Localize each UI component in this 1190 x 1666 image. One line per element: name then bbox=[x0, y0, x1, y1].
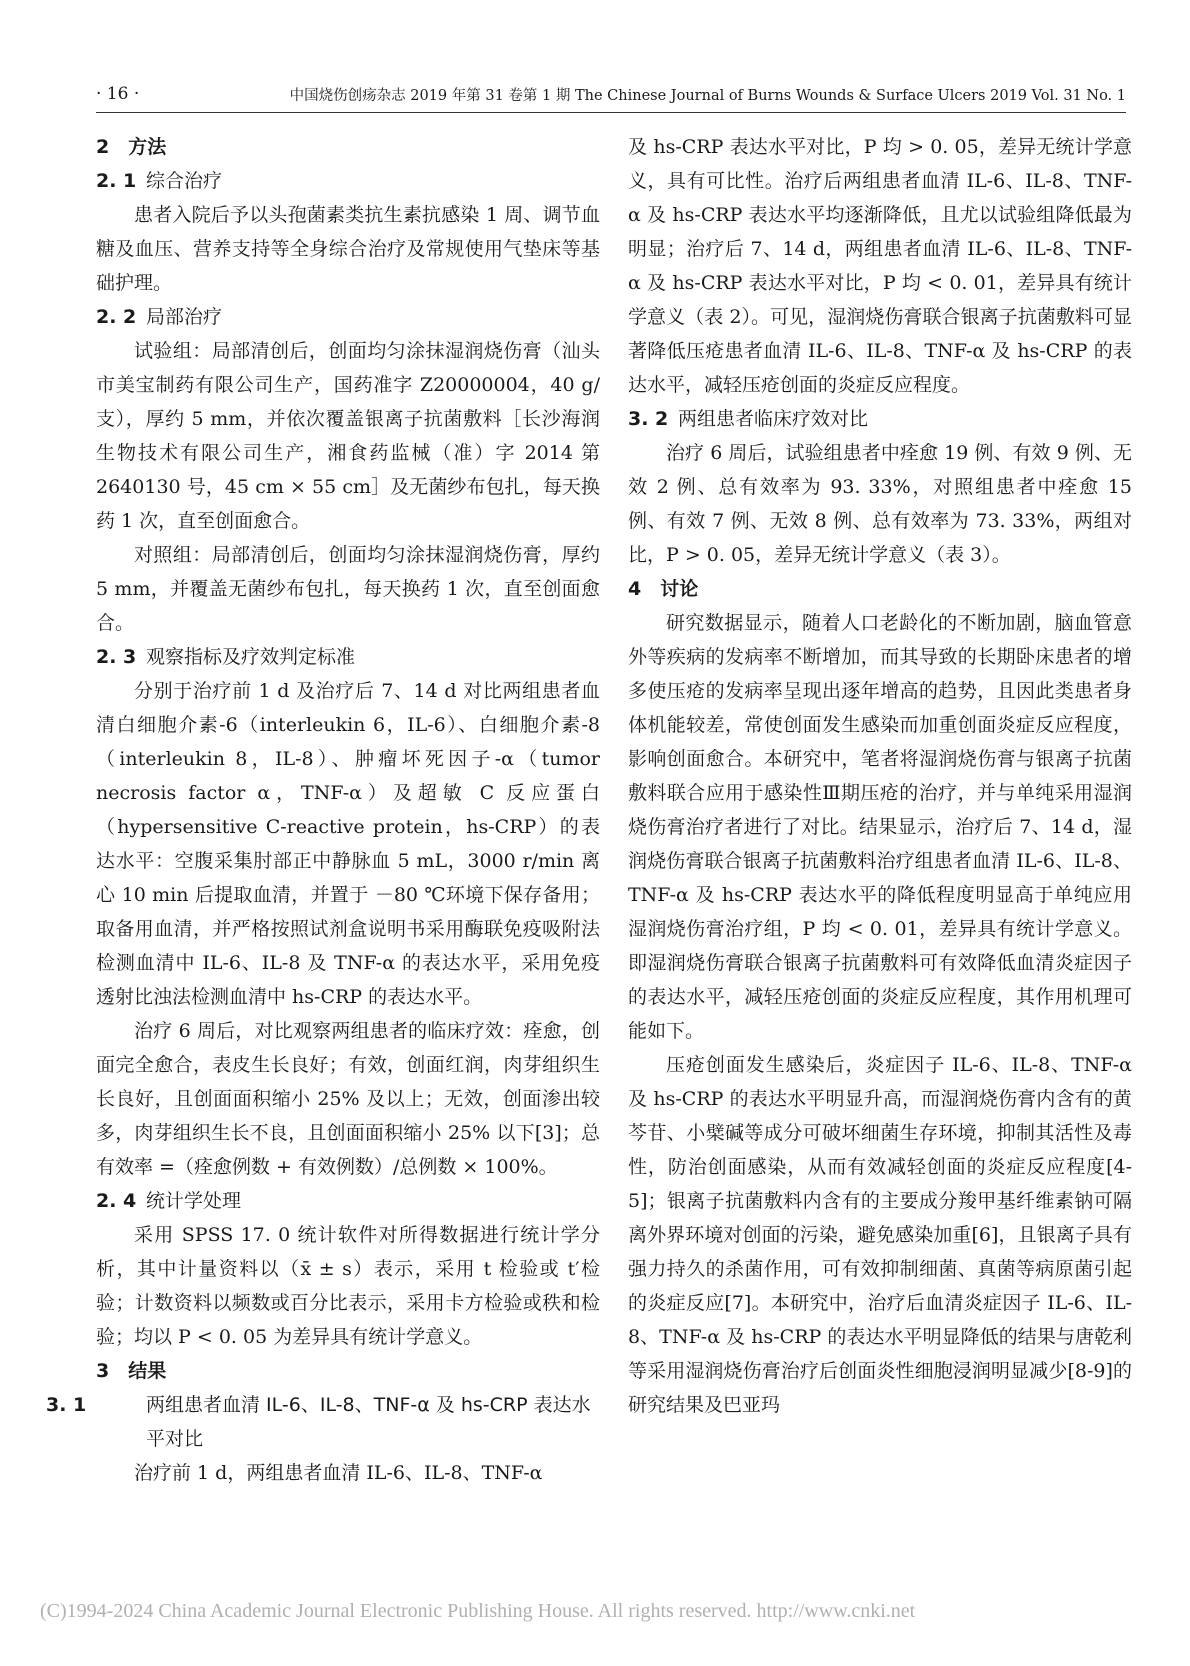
right-column bbox=[628, 130, 1132, 1422]
journal-title: 中国烧伤创疡杂志 2019 年第 31 卷第 1 期 The Chinese Journal of Burns Wounds & Surface Ulcers 2019 Vol. 31 No. 1 bbox=[289, 88, 1126, 104]
running-header bbox=[96, 80, 1126, 106]
paragraph: 试验组：局部清创后，创面均匀涂抹湿润烧伤膏（汕头市美宝制药有限公司生产，国药准字 Z20000004，40 g/支），厚约 5 mm，并依次覆盖银离子抗菌敷料［长沙海润生物技术有限公司生产，湘食药监械（准）字 2014 第 2640130 号，45 cm × 55 cm］及无菌纱布包扎，每天换药 1 次，直至创面愈合。 bbox=[96, 340, 600, 532]
section-heading-methods: 2 方法 bbox=[96, 136, 167, 158]
paragraph: 压疮创面发生感染后，炎症因子 IL-6、IL-8、TNF-α 及 hs-CRP 的表达水平明显升高，而湿润烧伤膏内含有的黄芩苷、小檗碱等成分可破坏细菌生存环境，抑制其活性及毒性，防治创面感染，从而有效减轻创面的炎症反应程度[4-5]；银离子抗菌敷料内含有的主要成分羧甲基纤维素钠可隔离外界环境对创面的污染，避免感染加重[6]，且银离子具有强力持久的杀菌作用，可有效抑制细菌、真菌等病原菌引起的炎症反应[7]。本研究中，治疗后血清炎症因子 IL-6、IL-8、TNF-α 及 hs-CRP 的表达水平明显降低的结果与唐乾利等采用湿润烧伤膏治疗后创面炎性细胞浸润明显减少[8-9]的研究结果及巴亚玛 bbox=[628, 1054, 1132, 1416]
paragraph: 研究数据显示，随着人口老龄化的不断加剧，脑血管意外等疾病的发病率不断增加，而其导致的长期卧床患者的增多使压疮的发病率呈现出逐年增高的趋势，且因此类患者身体机能较差，常使创面发生感染而加重创面炎症反应程度，影响创面愈合。本研究中，笔者将湿润烧伤膏与银离子抗菌敷料联合应用于感染性Ⅲ期压疮的治疗，并与单纯采用湿润烧伤膏治疗者进行了对比。结果显示，治疗后 7、14 d，湿润烧伤膏联合银离子抗菌敷料治疗组患者血清 IL-6、IL-8、TNF-α 及 hs-CRP 表达水平的降低程度明显高于单纯应用湿润烧伤膏治疗组，P 均 < 0. 01，差异具有统计学意义。即湿润烧伤膏联合银离子抗菌敷料可有效降低血清炎症因子的表达水平，减轻压疮创面的炎症反应程度，其作用机理可能如下。 bbox=[628, 612, 1132, 1042]
subsection-heading-2-4: 2. 4 统计学处理 bbox=[96, 1190, 242, 1212]
paragraph: 治疗 6 周后，对比观察两组患者的临床疗效：痊愈，创面完全愈合，表皮生长良好；有效，创面红润，肉芽组织生长良好，且创面面积缩小 25% 及以上；无效，创面渗出较多，肉芽组织生长不良，且创面面积缩小 25% 以下[3]；总有效率 =（痊愈例数 + 有效例数）/总例数 × 100%。 bbox=[96, 1020, 600, 1178]
subsection-heading-2-2: 2. 2 局部治疗 bbox=[96, 306, 223, 328]
copyright-footer: (C)1994-2024 China Academic Journal Electronic Publishing House. All rights reserved. http://www.cnki.net bbox=[40, 1600, 916, 1622]
paragraph: 及 hs-CRP 表达水平对比，P 均 > 0. 05，差异无统计学意义，具有可比性。治疗后两组患者血清 IL-6、IL-8、TNF-α 及 hs-CRP 表达水平均逐渐降低，且尤以试验组降低最为明显；治疗后 7、14 d，两组患者血清 IL-6、IL-8、TNF-α 及 hs-CRP 表达水平对比，P 均 < 0. 01，差异具有统计学意义（表 2）。可见，湿润烧伤膏联合银离子抗菌敷料可显著降低压疮患者血清 IL-6、IL-8、TNF-α 及 hs-CRP 的表达水平，减轻压疮创面的炎症反应程度。 bbox=[628, 136, 1132, 396]
page-number: · 16 · bbox=[96, 84, 140, 104]
subsection-heading-3-2: 3. 2 两组患者临床疗效对比 bbox=[628, 408, 869, 430]
header-rule bbox=[96, 112, 1126, 113]
subsection-heading-3-1: 3. 1 两组患者血清 IL-6、IL-8、TNF-α 及 hs-CRP 表达水平对比 bbox=[46, 1394, 591, 1450]
section-heading-results: 3 结果 bbox=[96, 1360, 167, 1382]
paragraph: 治疗前 1 d，两组患者血清 IL-6、IL-8、TNF-α bbox=[134, 1462, 543, 1484]
paragraph: 对照组：局部清创后，创面均匀涂抹湿润烧伤膏，厚约 5 mm，并覆盖无菌纱布包扎，每天换药 1 次，直至创面愈合。 bbox=[96, 544, 600, 634]
left-column bbox=[46, 130, 600, 1490]
section-heading-discussion: 4 讨论 bbox=[628, 578, 699, 600]
subsection-heading-2-3: 2. 3 观察指标及疗效判定标准 bbox=[96, 646, 356, 668]
paragraph: 分别于治疗前 1 d 及治疗后 7、14 d 对比两组患者血清白细胞介素-6（interleukin 6，IL-6）、白细胞介素-8（interleukin 8，IL-8）、肿瘤坏死因子-α（tumor necrosis factor α，TNF-α）及超敏 C 反应蛋白（hypersensitive C-reactive protein，hs-CRP）的表达水平：空腹采集肘部正中静脉血 5 mL，3000 r/min 离心 10 min 后提取血清，并置于 －80 ℃环境下保存备用；取备用血清，并严格按照试剂盒说明书采用酶联免疫吸附法检测血清中 IL-6、IL-8 及 TNF-α 的表达水平，采用免疫透射比浊法检测血清中 hs-CRP 的表达水平。 bbox=[96, 680, 600, 1008]
paragraph: 患者入院后予以头孢菌素类抗生素抗感染 1 周、调节血糖及血压、营养支持等全身综合治疗及常规使用气垫床等基础护理。 bbox=[96, 204, 600, 294]
paragraph: 治疗 6 周后，试验组患者中痊愈 19 例、有效 9 例、无效 2 例、总有效率为 93. 33%，对照组患者中痊愈 15 例、有效 7 例、无效 8 例、总有效率为 73. 33%，两组对比，P > 0. 05，差异无统计学意义（表 3）。 bbox=[628, 442, 1132, 566]
paragraph: 采用 SPSS 17. 0 统计软件对所得数据进行统计学分析，其中计量资料以（x̄ ± s）表示，采用 t 检验或 t′检验；计数资料以频数或百分比表示，采用卡方检验或秩和检验；均以 P < 0. 05 为差异具有统计学意义。 bbox=[96, 1224, 600, 1348]
subsection-heading-2-1: 2. 1 综合治疗 bbox=[96, 170, 223, 192]
